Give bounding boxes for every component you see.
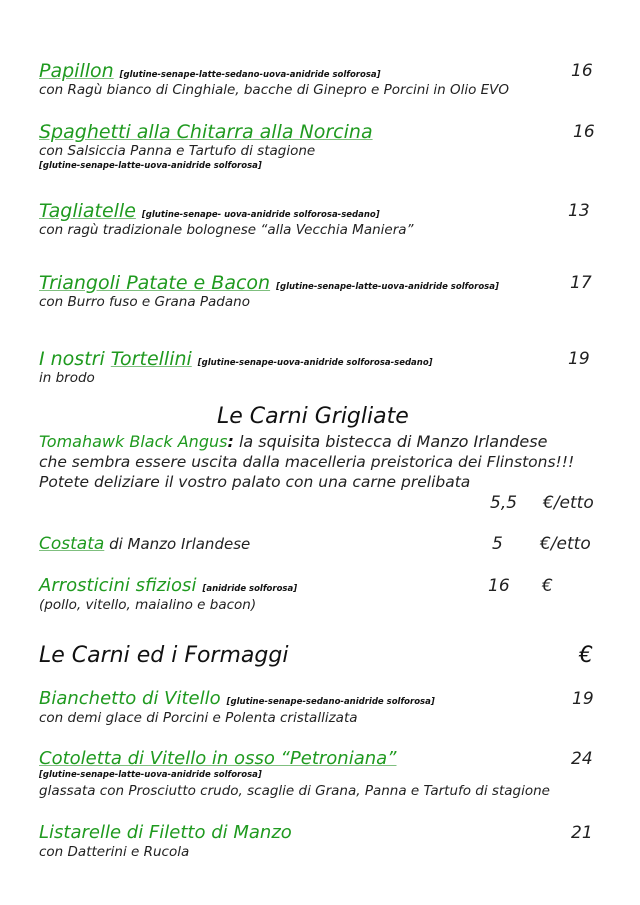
dish-name: Tortellini (110, 348, 192, 370)
dish-desc: in brodo (39, 370, 95, 386)
dish-name: Bianchetto di Vitello (39, 688, 221, 709)
menu-item-title (39, 348, 433, 370)
allergens: [glutine-senape-sedano-anidride solforosa] (226, 697, 435, 707)
allergens: [glutine-senape-latte-sedano-uova-anidride solforosa] (119, 70, 381, 80)
dish-name: Cotoletta di Vitello in osso “Petroniana” (39, 748, 397, 769)
dish-desc: con Salsiccia Panna e Tartufo di stagione (39, 143, 316, 159)
currency: € (579, 643, 593, 668)
menu-item-title (39, 272, 499, 294)
allergens: [glutine-senape-uova-anidride solforosa-sedano] (197, 358, 433, 368)
dish-name: Listarelle di Filetto di Manzo (39, 822, 292, 843)
dish-name: Costata (39, 534, 105, 554)
menu-item-title (39, 432, 547, 451)
price: 5,5 (490, 493, 518, 513)
menu-item-title (39, 534, 250, 554)
price: 17 (570, 273, 592, 293)
allergens: [glutine-senape-latte-uova-anidride solforosa] (39, 161, 262, 171)
menu-item-title (39, 575, 297, 596)
dish-desc: (pollo, vitello, maialino e bacon) (39, 597, 257, 613)
dish-desc: di Manzo Irlandese (104, 535, 251, 553)
dish-name: Triangoli Patate e Bacon (39, 272, 271, 294)
unit: € (542, 576, 553, 596)
menu-item-title (39, 688, 435, 709)
dish-name-prefix: I nostri (39, 348, 111, 370)
dish-desc: con Datterini e Rucola (39, 844, 190, 860)
price: 16 (488, 576, 510, 596)
allergens: [glutine-senape-latte-uova-anidride solforosa] (39, 770, 262, 780)
menu-item-title (39, 822, 292, 843)
price: 16 (573, 122, 595, 142)
price: 16 (571, 61, 593, 81)
menu-item-title (39, 748, 397, 769)
price: 13 (568, 201, 590, 221)
allergens: [anidride solforosa] (202, 584, 298, 594)
dish-desc: che sembra essere uscita dalla macelleria preistorica dei Flinstons!!! (39, 453, 575, 471)
price: 19 (572, 689, 594, 709)
dish-name: Papillon (39, 60, 114, 82)
price: 24 (571, 749, 593, 769)
price: 5 (492, 534, 503, 554)
dish-name: Tagliatelle (39, 200, 136, 222)
menu-item-title (39, 121, 373, 143)
dish-desc: con Ragù bianco di Cinghiale, bacche di Ginepro e Porcini in Olio EVO (39, 82, 510, 98)
dish-name: Tomahawk Black Angus (39, 432, 228, 451)
unit: €/etto (543, 493, 594, 513)
unit: €/etto (540, 534, 591, 554)
price: 21 (571, 823, 593, 843)
colon: : (227, 432, 234, 451)
section-title: Le Carni ed i Formaggi (39, 643, 289, 668)
dish-desc: Potete deliziare il vostro palato con una carne prelibata (39, 473, 471, 491)
price: 19 (568, 349, 590, 369)
dish-desc: con ragù tradizionale bolognese “alla Vecchia Maniera” (39, 222, 414, 238)
menu-item-title (39, 200, 380, 222)
dish-desc: con Burro fuso e Grana Padano (39, 294, 250, 310)
menu-item-title (39, 60, 381, 82)
dish-desc: con demi glace di Porcini e Polenta cristallizata (39, 710, 358, 726)
dish-name: Spaghetti alla Chitarra alla Norcina (39, 121, 373, 143)
section-title: Le Carni Grigliate (217, 404, 409, 429)
dish-desc: glassata con Prosciutto crudo, scaglie di Grana, Panna e Tartufo di stagione (39, 783, 550, 799)
dish-name: Arrosticini sfiziosi (39, 575, 197, 596)
dish-desc: la squisita bistecca di Manzo Irlandese (233, 432, 548, 451)
allergens: [glutine-senape- uova-anidride solforosa-sedano] (141, 210, 380, 220)
allergens: [glutine-senape-latte-uova-anidride solforosa] (276, 282, 499, 292)
